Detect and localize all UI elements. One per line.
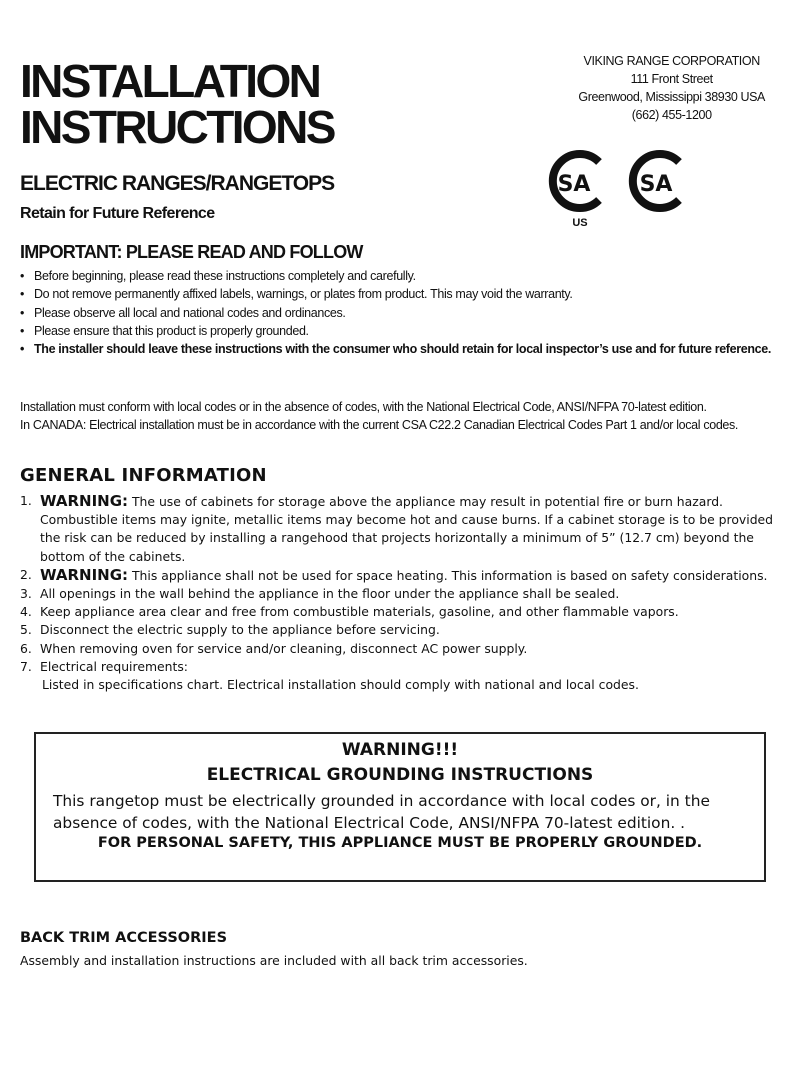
title-line-2: INSTRUCTIONS [20,101,334,153]
warning-subtitle: ELECTRICAL GROUNDING INSTRUCTIONS [206,765,594,785]
item-text: When removing oven for service and/or cleaning, disconnect AC power supply. [40,640,528,656]
item-number: 4. [20,604,32,620]
document-title [20,55,334,153]
company-street: 111 Front Street [630,72,713,86]
list-item: • Please ensure that this product is properly grounded. [20,322,780,340]
list-item [20,603,790,621]
conformance-note [20,398,795,435]
list-item: • Before beginning, please read these instructions completely and carefully. [20,267,780,285]
general-info-heading: GENERAL INFORMATION [20,465,267,486]
warning-body: This rangetop must be electrically grounded in accordance with local codes or, in the absence of codes, with the National Electrical Code, ANSI/NFPA 70-latest edition. . [53,792,710,832]
list-item: • Do not remove permanently affixed labels, warnings, or plates from product. This may void the warranty. [20,285,780,303]
list-item [20,492,790,566]
company-phone: (662) 455-1200 [631,108,712,122]
important-heading: IMPORTANT: PLEASE READ AND FOLLOW [20,242,363,262]
list-item: • Please observe all local and national codes and ordinances. [20,304,780,322]
item-number: 2. [20,566,32,582]
warning-title: WARNING!!! [341,740,459,760]
list-item [20,621,790,639]
title-line-1: INSTALLATION [20,55,320,107]
company-city: Greenwood, Mississippi 38930 USA [578,90,765,104]
safety-statement: FOR PERSONAL SAFETY, THIS APPLIANCE MUST BE PROPERLY GROUNDED. [97,835,703,851]
item-number: 1. [20,493,32,508]
csa-us-label: US [572,217,588,229]
back-trim-heading: BACK TRIM ACCESSORIES [20,930,228,946]
company-address [578,52,765,124]
item-text: Keep appliance area clear and free from combustible materials, gasoline, and other flammable vapors. [40,604,679,620]
item-number: 7. [20,658,32,674]
list-item [20,658,790,694]
list-item [20,585,790,603]
company-name: VIKING RANGE CORPORATION [583,54,760,68]
item-subtext: Listed in specifications chart. Electrical installation should comply with national and local codes. [42,677,639,693]
item-number: 5. [20,622,32,638]
csa-us-logo [553,154,599,229]
item-text: Disconnect the electric supply to the appliance before servicing. [40,622,440,638]
conformance-line-1: Installation must conform with local codes or in the absence of codes, with the National Electrical Code, ANSI/NFPA 70-latest edition. [20,400,707,414]
grounding-warning-box [34,732,766,882]
general-info-list [20,492,790,694]
list-item [20,566,790,585]
item-number: 6. [20,640,32,656]
important-list [20,267,780,358]
csa-logos [545,150,695,230]
item-text: The use of cabinets for storage above the appliance may result in potential fire or burn hazard. Combustible items may ignite, metallic items may become hot and cause burns. If a cabinet storage is to be provided the risk can be reduced by installing a rangehood that projects horizontally a minimum of 5” (12.7 cm) beyond the bottom of the cabinets. [40,494,774,564]
item-text: Electrical requirements: [40,658,188,674]
item-number: 3. [20,586,32,602]
item-text: All openings in the wall behind the appliance in the floor under the appliance shall be sealed. [40,586,620,602]
svg-text:SA: SA [639,172,673,197]
item-text: This appliance shall not be used for space heating. This information is based on safety considerations. [128,567,768,583]
back-trim-text: Assembly and installation instructions are included with all back trim accessories. [20,953,528,968]
warning-label: WARNING: [40,492,129,510]
list-item [20,640,790,658]
document-subtitle: ELECTRIC RANGES/RANGETOPS [20,172,335,195]
csa-logo [633,154,679,208]
conformance-line-2: In CANADA: Electrical installation must be in accordance with the current CSA C22.2 Canadian Electrical Codes Part 1 and/or local codes. [20,418,739,433]
warning-label: WARNING: [40,565,129,584]
svg-text:SA: SA [557,172,591,197]
retain-note: Retain for Future Reference [20,205,215,222]
list-item: • The installer should leave these instructions with the consumer who should retain for local inspector’s use and for future reference. [20,340,780,358]
